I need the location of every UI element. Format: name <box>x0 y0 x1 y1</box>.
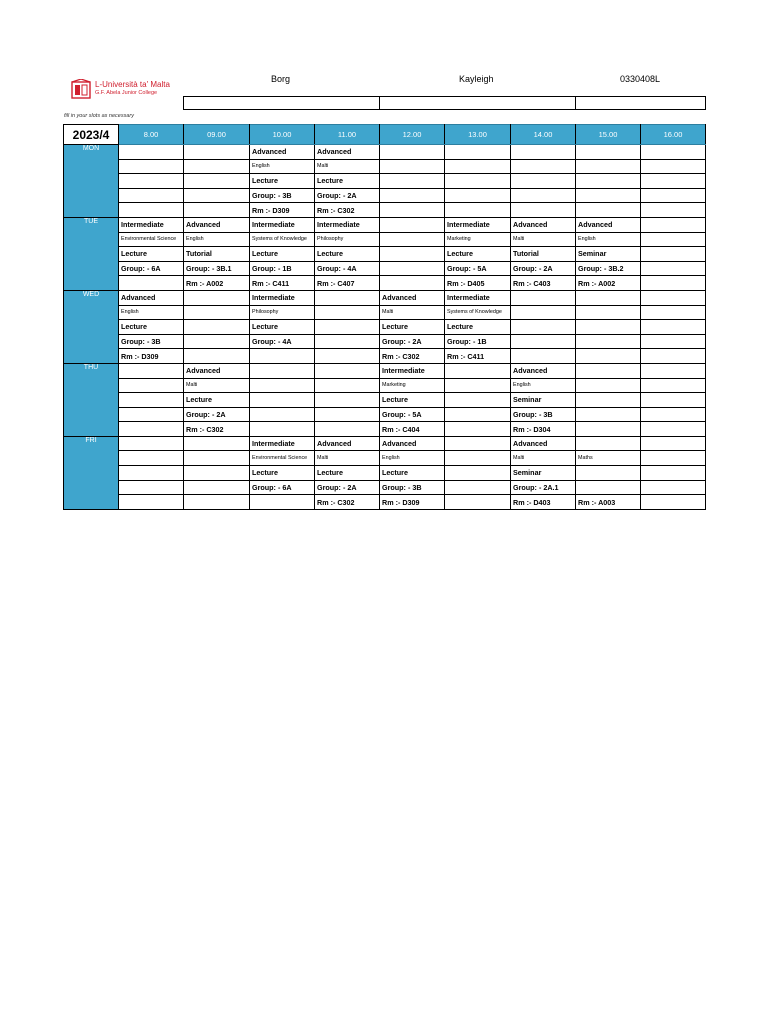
timetable-cell[interactable] <box>445 188 511 203</box>
timetable-cell[interactable]: Lecture <box>119 247 184 262</box>
fill-hint: fill in your slots as necessary <box>64 113 134 119</box>
timetable-cell[interactable] <box>576 320 641 335</box>
timetable-cell[interactable] <box>641 320 706 335</box>
timetable-cell[interactable]: Environmental Science <box>119 232 184 247</box>
timetable-cell[interactable]: Lecture <box>315 247 380 262</box>
timetable-cell[interactable] <box>380 261 445 276</box>
timetable-cell[interactable] <box>576 174 641 189</box>
timetable-cell[interactable] <box>641 466 706 481</box>
timetable-cell[interactable]: Lecture <box>250 174 315 189</box>
timetable-cell[interactable] <box>184 159 250 174</box>
timetable-cell[interactable]: Group: - 1B <box>250 261 315 276</box>
timetable-cell[interactable] <box>250 422 315 437</box>
timetable-cell[interactable]: Rm :- A002 <box>184 276 250 291</box>
time-header: 11.00 <box>315 125 380 145</box>
time-header: 13.00 <box>445 125 511 145</box>
timetable-cell[interactable] <box>184 451 250 466</box>
time-header: 14.00 <box>511 125 576 145</box>
timetable-cell[interactable] <box>250 407 315 422</box>
timetable-cell[interactable] <box>641 188 706 203</box>
timetable-cell[interactable] <box>315 407 380 422</box>
timetable-cell[interactable]: Philosophy <box>250 305 315 320</box>
table-row <box>64 290 706 305</box>
timetable-cell[interactable] <box>445 495 511 510</box>
table-row <box>64 145 706 160</box>
timetable-cell[interactable]: Rm :- A002 <box>576 276 641 291</box>
time-header: 09.00 <box>184 125 250 145</box>
timetable-cell[interactable] <box>380 159 445 174</box>
timetable-cell[interactable]: Group: - 5A <box>380 407 445 422</box>
surname-label: Borg <box>271 74 291 84</box>
timetable-cell[interactable] <box>380 232 445 247</box>
timetable-cell[interactable]: Seminar <box>576 247 641 262</box>
timetable-cell[interactable] <box>250 349 315 364</box>
timetable-cell[interactable]: Philosophy <box>315 232 380 247</box>
timetable-cell[interactable] <box>119 203 184 218</box>
table-row <box>64 393 706 408</box>
timetable-cell[interactable] <box>641 436 706 451</box>
timetable-cell[interactable] <box>250 363 315 378</box>
table-row <box>64 436 706 451</box>
timetable-cell[interactable] <box>315 305 380 320</box>
timetable-cell[interactable]: English <box>576 232 641 247</box>
timetable-cell[interactable] <box>119 393 184 408</box>
timetable-cell[interactable] <box>511 320 576 335</box>
timetable-cell[interactable]: Group: - 3B <box>380 480 445 495</box>
timetable-cell[interactable] <box>641 232 706 247</box>
timetable-cell[interactable]: Rm :- D309 <box>380 495 445 510</box>
timetable-cell[interactable]: Intermediate <box>119 217 184 232</box>
timetable-cell[interactable] <box>576 334 641 349</box>
timetable-cell[interactable]: Advanced <box>184 217 250 232</box>
timetable-cell[interactable]: Rm :- D304 <box>511 422 576 437</box>
timetable-cell[interactable] <box>511 159 576 174</box>
table-row <box>64 232 706 247</box>
timetable-cell[interactable] <box>315 422 380 437</box>
timetable-cell[interactable] <box>119 495 184 510</box>
table-row <box>64 276 706 291</box>
timetable-cell[interactable]: Malti <box>315 451 380 466</box>
timetable-cell[interactable] <box>511 305 576 320</box>
timetable-cell[interactable]: Group: - 2A.1 <box>511 480 576 495</box>
timetable-cell[interactable]: Tutorial <box>184 247 250 262</box>
timetable-cell[interactable] <box>184 436 250 451</box>
table-row <box>64 305 706 320</box>
timetable-cell[interactable] <box>641 407 706 422</box>
timetable-cell[interactable] <box>315 290 380 305</box>
timetable-cell[interactable]: Rm :- C407 <box>315 276 380 291</box>
timetable-cell[interactable] <box>511 290 576 305</box>
timetable-cell[interactable] <box>315 363 380 378</box>
timetable-cell[interactable] <box>641 145 706 160</box>
timetable-cell[interactable] <box>250 378 315 393</box>
timetable-cell[interactable] <box>184 320 250 335</box>
timetable-cell[interactable]: Lecture <box>380 393 445 408</box>
timetable-cell[interactable] <box>445 159 511 174</box>
timetable-cell[interactable]: English <box>250 159 315 174</box>
timetable-cell[interactable]: Group: - 3B <box>511 407 576 422</box>
timetable-cell[interactable]: Systems of Knowledge <box>445 305 511 320</box>
time-header: 12.00 <box>380 125 445 145</box>
timetable-cell[interactable]: Marketing <box>380 378 445 393</box>
timetable <box>63 124 706 510</box>
timetable-cell[interactable] <box>641 422 706 437</box>
timetable-cell[interactable]: Intermediate <box>250 436 315 451</box>
timetable-cell[interactable]: Advanced <box>315 436 380 451</box>
timetable-cell[interactable] <box>576 188 641 203</box>
timetable-cell[interactable] <box>380 145 445 160</box>
timetable-cell[interactable] <box>184 466 250 481</box>
timetable-cell[interactable]: Malti <box>184 378 250 393</box>
timetable-cell[interactable]: Group: - 2A <box>511 261 576 276</box>
timetable-cell[interactable]: Maths <box>576 451 641 466</box>
timetable-cell[interactable] <box>315 320 380 335</box>
timetable-cell[interactable] <box>576 407 641 422</box>
table-row <box>64 363 706 378</box>
table-row <box>64 203 706 218</box>
timetable-cell[interactable] <box>576 145 641 160</box>
table-row <box>64 334 706 349</box>
timetable-cell[interactable]: Tutorial <box>511 247 576 262</box>
day-label: FRI <box>64 436 119 509</box>
time-header: 10.00 <box>250 125 315 145</box>
timetable-cell[interactable] <box>641 247 706 262</box>
timetable-cell[interactable]: Lecture <box>184 393 250 408</box>
first-name-field[interactable] <box>379 96 576 110</box>
timetable-cell[interactable]: English <box>380 451 445 466</box>
timetable-cell[interactable]: Marketing <box>445 232 511 247</box>
timetable-cell[interactable] <box>445 436 511 451</box>
timetable-cell[interactable]: Rm :- D403 <box>511 495 576 510</box>
table-row <box>64 378 706 393</box>
timetable-cell[interactable] <box>445 174 511 189</box>
timetable-cell[interactable] <box>119 363 184 378</box>
timetable-cell[interactable]: Intermediate <box>445 290 511 305</box>
timetable-cell[interactable] <box>184 174 250 189</box>
timetable-cell[interactable]: Malti <box>315 159 380 174</box>
timetable-cell[interactable]: Intermediate <box>380 363 445 378</box>
table-row <box>64 349 706 364</box>
timetable-cell[interactable] <box>119 276 184 291</box>
timetable-cell[interactable]: Lecture <box>250 320 315 335</box>
timetable-cell[interactable] <box>511 145 576 160</box>
timetable-cell[interactable] <box>641 451 706 466</box>
timetable-cell[interactable] <box>119 174 184 189</box>
timetable-cell[interactable] <box>184 334 250 349</box>
timetable-cell[interactable]: Advanced <box>576 217 641 232</box>
timetable-cell[interactable]: Advanced <box>511 363 576 378</box>
timetable-cell[interactable] <box>641 378 706 393</box>
table-row <box>64 320 706 335</box>
table-row <box>64 188 706 203</box>
timetable-cell[interactable]: Malti <box>511 451 576 466</box>
timetable-cell[interactable]: Systems of Knowledge <box>250 232 315 247</box>
timetable-cell[interactable] <box>380 247 445 262</box>
timetable-cell[interactable]: Malti <box>511 232 576 247</box>
timetable-cell[interactable] <box>641 276 706 291</box>
timetable-cell[interactable] <box>184 495 250 510</box>
timetable-cell[interactable]: Rm :- C302 <box>315 203 380 218</box>
timetable-cell[interactable] <box>119 436 184 451</box>
table-row <box>64 261 706 276</box>
timetable-cell[interactable]: Rm :- C404 <box>380 422 445 437</box>
timetable-cell[interactable]: English <box>511 378 576 393</box>
table-row <box>64 451 706 466</box>
timetable-cell[interactable]: English <box>119 305 184 320</box>
timetable-cell[interactable] <box>641 159 706 174</box>
timetable-cell[interactable]: Group: - 6A <box>250 480 315 495</box>
timetable-cell[interactable] <box>445 393 511 408</box>
logo-title: L-Università ta' Malta <box>95 80 170 89</box>
timetable-cell[interactable]: Rm :- C302 <box>184 422 250 437</box>
timetable-cell[interactable] <box>576 290 641 305</box>
timetable-cell[interactable] <box>250 495 315 510</box>
timetable-cell[interactable] <box>641 305 706 320</box>
timetable-cell[interactable] <box>184 349 250 364</box>
day-label: THU <box>64 363 119 436</box>
timetable-cell[interactable]: Group: - 3B.1 <box>184 261 250 276</box>
first-name-label: Kayleigh <box>459 74 494 84</box>
timetable-cell[interactable]: Group: - 3B <box>250 188 315 203</box>
timetable-cell[interactable]: Advanced <box>511 217 576 232</box>
crest-icon <box>71 79 91 100</box>
timetable-cell[interactable] <box>576 466 641 481</box>
time-header: 8.00 <box>119 125 184 145</box>
day-label: MON <box>64 145 119 218</box>
timetable-cell[interactable]: Intermediate <box>250 290 315 305</box>
timetable-cell[interactable] <box>250 393 315 408</box>
id-number-field[interactable] <box>575 96 706 110</box>
timetable-cell[interactable] <box>576 159 641 174</box>
timetable-cell[interactable]: Advanced <box>315 145 380 160</box>
table-row <box>64 466 706 481</box>
timetable-cell[interactable] <box>445 203 511 218</box>
timetable-cell[interactable]: Lecture <box>250 247 315 262</box>
timetable-cell[interactable]: Group: - 2A <box>184 407 250 422</box>
timetable-cell[interactable] <box>576 422 641 437</box>
timetable-cell[interactable] <box>380 276 445 291</box>
timetable-cell[interactable] <box>576 203 641 218</box>
timetable-cell[interactable] <box>445 378 511 393</box>
timetable-cell[interactable] <box>576 436 641 451</box>
table-row <box>64 174 706 189</box>
timetable-cell[interactable]: Rm :- C411 <box>445 349 511 364</box>
timetable-cell[interactable]: Rm :- C411 <box>250 276 315 291</box>
timetable-cell[interactable] <box>445 466 511 481</box>
timetable-cell[interactable] <box>445 422 511 437</box>
timetable-cell[interactable]: Lecture <box>380 466 445 481</box>
timetable-cell[interactable]: Lecture <box>315 466 380 481</box>
timetable-cell[interactable] <box>511 334 576 349</box>
timetable-cell[interactable] <box>641 349 706 364</box>
timetable-cell[interactable] <box>315 378 380 393</box>
timetable-cell[interactable] <box>315 349 380 364</box>
timetable-cell[interactable]: Seminar <box>511 393 576 408</box>
timetable-cell[interactable]: Rm :- C302 <box>380 349 445 364</box>
timetable-cell[interactable] <box>184 203 250 218</box>
timetable-cell[interactable]: Lecture <box>315 174 380 189</box>
timetable-cell[interactable] <box>641 174 706 189</box>
timetable-cell[interactable]: Group: - 3B <box>119 334 184 349</box>
timetable-cell[interactable]: Advanced <box>119 290 184 305</box>
timetable-cell[interactable] <box>641 480 706 495</box>
timetable-cell[interactable] <box>445 407 511 422</box>
timetable-cell[interactable] <box>315 393 380 408</box>
timetable-cell[interactable]: Lecture <box>380 320 445 335</box>
timetable-cell[interactable]: Group: - 3B.2 <box>576 261 641 276</box>
timetable-cell[interactable] <box>119 407 184 422</box>
timetable-cell[interactable] <box>445 451 511 466</box>
timetable-cell[interactable] <box>511 203 576 218</box>
timetable-cell[interactable] <box>641 495 706 510</box>
timetable-cell[interactable] <box>119 378 184 393</box>
timetable-cell[interactable]: Advanced <box>184 363 250 378</box>
timetable-cell[interactable]: Advanced <box>380 436 445 451</box>
timetable-cell[interactable] <box>119 466 184 481</box>
timetable-cell[interactable]: Rm :- C403 <box>511 276 576 291</box>
timetable-cell[interactable]: Advanced <box>250 145 315 160</box>
timetable-cell[interactable] <box>315 334 380 349</box>
academic-year: 2023/4 <box>64 125 119 145</box>
timetable-cell[interactable]: Group: - 6A <box>119 261 184 276</box>
timetable-cell[interactable]: Group: - 4A <box>250 334 315 349</box>
table-row <box>64 247 706 262</box>
timetable-cell[interactable] <box>511 174 576 189</box>
timetable-cell[interactable]: Group: - 5A <box>445 261 511 276</box>
table-row <box>64 422 706 437</box>
timetable-cell[interactable]: Intermediate <box>315 217 380 232</box>
timetable-cell[interactable] <box>184 290 250 305</box>
timetable-cell[interactable] <box>184 145 250 160</box>
timetable-cell[interactable] <box>119 159 184 174</box>
timetable-cell[interactable] <box>184 305 250 320</box>
timetable-cell[interactable]: Lecture <box>119 320 184 335</box>
table-row <box>64 407 706 422</box>
timetable-cell[interactable]: Group: - 2A <box>315 480 380 495</box>
timetable-cell[interactable] <box>380 174 445 189</box>
timetable-cell[interactable]: Rm :- D309 <box>250 203 315 218</box>
timetable-cell[interactable] <box>641 393 706 408</box>
university-logo <box>71 78 181 102</box>
timetable-cell[interactable] <box>576 393 641 408</box>
time-header: 15.00 <box>576 125 641 145</box>
timetable-cell[interactable] <box>641 334 706 349</box>
table-row <box>64 480 706 495</box>
day-label: TUE <box>64 217 119 290</box>
logo-subtitle: G.F. Abela Junior College <box>95 90 158 96</box>
timetable-cell[interactable]: Advanced <box>511 436 576 451</box>
timetable-cell[interactable] <box>576 305 641 320</box>
timetable-cell[interactable] <box>445 480 511 495</box>
timetable-cell[interactable] <box>511 349 576 364</box>
timetable-cell[interactable] <box>511 188 576 203</box>
timetable-cell[interactable]: Rm :- D405 <box>445 276 511 291</box>
timetable-cell[interactable]: Group: - 2A <box>380 334 445 349</box>
timetable-cell[interactable]: Lecture <box>250 466 315 481</box>
timetable-cell[interactable] <box>641 290 706 305</box>
timetable-cell[interactable]: English <box>184 232 250 247</box>
table-row <box>64 495 706 510</box>
timetable-cell[interactable]: Lecture <box>445 247 511 262</box>
timetable-cell[interactable] <box>641 363 706 378</box>
timetable-cell[interactable] <box>445 145 511 160</box>
timetable-cell[interactable]: Rm :- A003 <box>576 495 641 510</box>
timetable-cell[interactable] <box>119 480 184 495</box>
timetable-cell[interactable] <box>119 451 184 466</box>
timetable-cell[interactable]: Lecture <box>445 320 511 335</box>
timetable-cell[interactable] <box>641 203 706 218</box>
timetable-cell[interactable]: Malti <box>380 305 445 320</box>
timetable-cell[interactable]: Rm :- D309 <box>119 349 184 364</box>
day-label: WED <box>64 290 119 363</box>
timetable-cell[interactable]: Rm :- C302 <box>315 495 380 510</box>
timetable-cell[interactable] <box>445 363 511 378</box>
timetable-cell[interactable]: Group: - 2A <box>315 188 380 203</box>
timetable-cell[interactable]: Group: - 1B <box>445 334 511 349</box>
timetable-cell[interactable] <box>119 188 184 203</box>
timetable-cell[interactable]: Group: - 4A <box>315 261 380 276</box>
timetable-cell[interactable] <box>380 188 445 203</box>
timetable-cell[interactable] <box>641 261 706 276</box>
timetable-cell[interactable] <box>641 217 706 232</box>
timetable-cell[interactable] <box>184 188 250 203</box>
timetable-cell[interactable] <box>380 203 445 218</box>
timetable-cell[interactable]: Intermediate <box>250 217 315 232</box>
table-row <box>64 217 706 232</box>
timetable-cell[interactable] <box>119 145 184 160</box>
time-header: 16.00 <box>641 125 706 145</box>
timetable-cell[interactable] <box>380 217 445 232</box>
id-number-label: 0330408L <box>620 74 661 84</box>
timetable-cell[interactable]: Seminar <box>511 466 576 481</box>
timetable-cell[interactable] <box>184 480 250 495</box>
timetable-cell[interactable] <box>576 378 641 393</box>
table-row <box>64 159 706 174</box>
timetable-cell[interactable] <box>576 349 641 364</box>
timetable-cell[interactable] <box>119 422 184 437</box>
timetable-cell[interactable]: Environmental Science <box>250 451 315 466</box>
timetable-cell[interactable] <box>576 363 641 378</box>
timetable-cell[interactable] <box>576 480 641 495</box>
surname-field[interactable] <box>183 96 380 110</box>
timetable-cell[interactable]: Intermediate <box>445 217 511 232</box>
timetable-cell[interactable]: Advanced <box>380 290 445 305</box>
